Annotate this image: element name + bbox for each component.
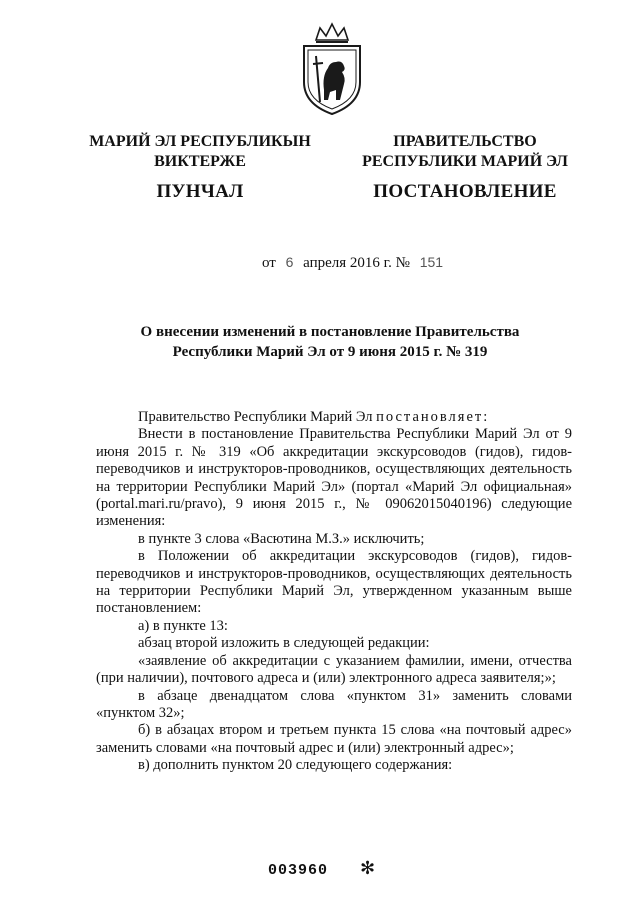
document-body — [96, 409, 572, 775]
paragraph: в Положении об аккредитации экскурсоводов (гидов), гидов-переводчиков и инструкторов-проводников, осуществляющих деятельность на территории Республики Марий Эл, утвержденном указанным выше постановлением: — [96, 548, 572, 617]
serial-number: 003960 — [268, 862, 329, 879]
coat-of-arms-icon — [294, 20, 370, 116]
paragraph: «заявление об аккредитации с указанием фамилии, имени, отчества (при наличии), почтового адреса и (или) электронного адреса заявителя;»; — [96, 652, 572, 687]
date-prefix: от — [262, 255, 276, 271]
title-line2: Республики Марий Эл от 9 июня 2015 г. № 319 — [172, 344, 488, 360]
header-left-line1: МАРИЙ ЭЛ РЕСПУБЛИКЫН — [89, 133, 311, 150]
header-left-title: ПУНЧАЛ — [156, 181, 244, 202]
header-right-line1: ПРАВИТЕЛЬСТВО — [393, 133, 537, 150]
document-title — [100, 322, 560, 362]
header-left-line2: ВИКТЕРЖЕ — [154, 153, 246, 170]
paragraph-intro-verb: постановляет: — [376, 409, 490, 425]
document-number: 151 — [419, 254, 444, 270]
header-right-block — [345, 132, 585, 202]
paragraph: в пункте 3 слова «Васютина М.З.» исключить; — [138, 530, 425, 547]
date-day: 6 — [285, 254, 294, 270]
paragraph: в) дополнить пунктом 20 следующего содержания: — [138, 757, 453, 774]
document-footer — [268, 858, 376, 879]
paragraph: в абзаце двенадцатом слова «пунктом 31» заменить словами «пунктом 32»; — [96, 687, 572, 721]
title-line1: О внесении изменений в постановление Правительства — [140, 324, 520, 340]
paragraph-intro-text: Правительство Республики Марий Эл — [138, 409, 373, 425]
paragraph: а) в пункте 13: — [138, 617, 228, 634]
paragraph-intro — [96, 409, 572, 426]
header-right-line2: РЕСПУБЛИКИ МАРИЙ ЭЛ — [362, 153, 568, 170]
date-month-year: апреля 2016 г. № — [303, 255, 410, 271]
paragraph: Внести в постановление Правительства Республики Марий Эл от 9 июня 2015 г. № 319 «Об аккредитации экскурсоводов (гидов), гидов-переводчиков и инструкторов-проводников, осуществляющих деятельность на территории Республики Марий Эл» (портал «Марий Эл официальная» (portal.mari.ru/pravo), 9 июня 2015 г., № 09062015040196) следующие изменения: — [96, 426, 572, 530]
document-date-line — [262, 254, 449, 272]
paragraph: абзац второй изложить в следующей редакции: — [138, 635, 430, 652]
paragraph: б) в абзацах втором и третьем пункта 15 слова «на почтовый адрес» заменить словами «на почтовый адрес и (или) электронный адрес»; — [96, 722, 572, 756]
header-right-title: ПОСТАНОВЛЕНИЕ — [373, 181, 557, 202]
header-left-block — [80, 132, 320, 202]
asterisk-mark-icon: ✻ — [360, 858, 377, 879]
